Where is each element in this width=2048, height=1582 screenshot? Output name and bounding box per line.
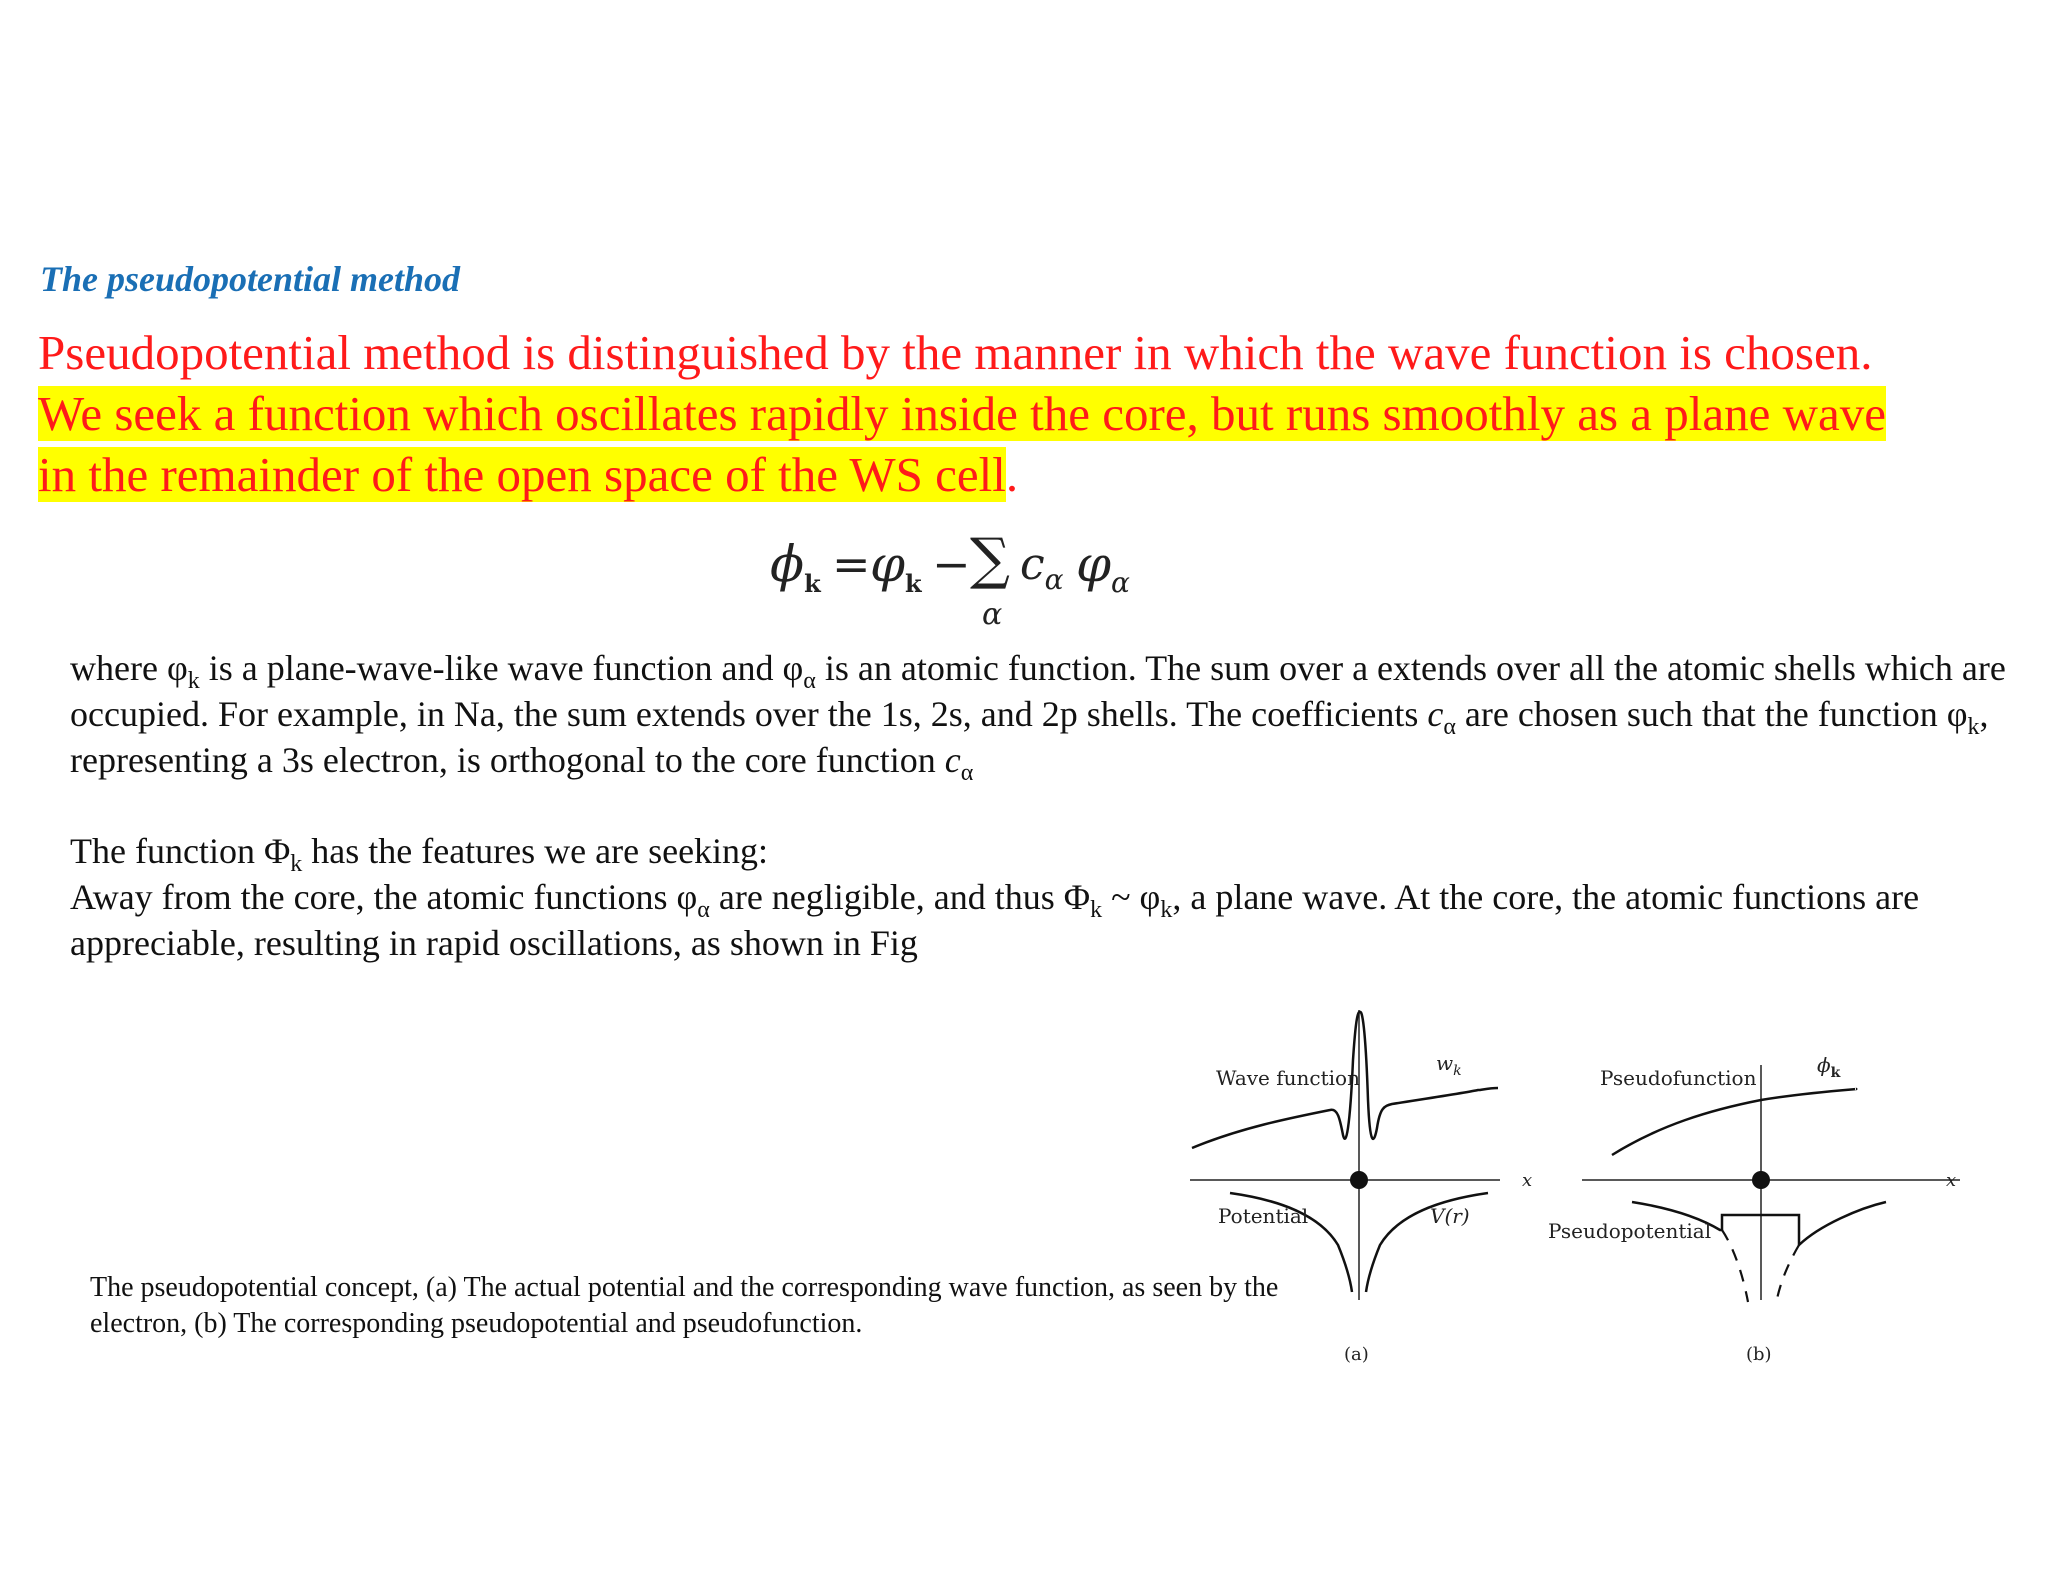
formula-phi: ϕ [770, 535, 805, 593]
p1-text-1: where φ [70, 648, 188, 688]
pseudofunction-label: Pseudofunction [1600, 1066, 1757, 1090]
true-potential-dashed-left [1722, 1230, 1748, 1302]
formula-c: c [1020, 539, 1045, 590]
v-of-r-label: V(r) [1430, 1204, 1470, 1228]
formula-sum: ∑ [970, 527, 1010, 592]
p2-sub-1: k [290, 851, 303, 878]
wave-function-label: Wave function [1216, 1066, 1360, 1090]
formula-varphi-sub: α [1111, 566, 1130, 599]
p2-sub-3: k [1090, 897, 1103, 924]
panel-b [1548, 1053, 1960, 1365]
p1-text-4: are chosen such that the function φ [1455, 694, 1968, 734]
p2-text-6: , a plane wave. At the core, the atomic functions are appreciable, resulting in rapid oscillations, as shown in Fig [70, 877, 1920, 963]
p2-text-3: Away from the core, the atomic functions φ [70, 877, 698, 917]
formula-sub-k-1: k [804, 569, 821, 598]
pseudofunction-curve [1612, 1089, 1856, 1155]
panel-b-label: (b) [1746, 1344, 1772, 1365]
p1-text-2: is a plane-wave-like wave function and φ [199, 648, 804, 688]
p2-sub-2: α [697, 897, 710, 924]
p1-text-5: , representing a 3s electron, is orthogonal to the core function [70, 694, 1989, 780]
formula-equals: = [832, 537, 871, 591]
formula-sub-k-2: k [905, 569, 922, 598]
highlighted-text-line-2: in the remainder of the open space of the WS cell [38, 447, 1006, 502]
highlighted-text-line-1: We seek a function which oscillates rapidly inside the core, but runs smoothly as a plane wave [38, 386, 1887, 441]
figure-caption: The pseudopotential concept, (a) The actual potential and the corresponding wave function, as seen by the electron, (b) The corresponding pseudopotential and pseudofunction. [90, 1272, 1279, 1339]
p2-text-5: ~ φ [1102, 877, 1161, 917]
pseudofunction-equation [770, 527, 1140, 635]
p2-text-2: has the features we are seeking: [302, 831, 769, 871]
p1-sub-2: α [803, 668, 816, 695]
formula-sum-index: α [982, 597, 1003, 632]
formula-minus: − [932, 537, 971, 591]
intro-period: . [1005, 447, 1019, 502]
wave-symbol-a: $w_k$ [1436, 1051, 1462, 1079]
formula-varphi-alpha: φ [1076, 535, 1112, 593]
panel-a-potential-right [1366, 1193, 1488, 1292]
p1-text-3: is an atomic function. The sum over a extends over all the atomic shells which are occupied. For example, in Na, the sum extends over the 1s, 2s, and 2p shells. The coefficients [70, 648, 2006, 734]
panel-a-x-label: x [1522, 1170, 1533, 1191]
p1-coefficient: c [1427, 694, 1444, 734]
pseudopotential-figure [1180, 1000, 1960, 1380]
p1-sub-4: k [1967, 714, 1980, 741]
slide-title: The pseudopotential method [40, 259, 461, 299]
formula-c-sub: α [1044, 562, 1064, 596]
pseudopotential-label: Pseudopotential [1548, 1219, 1712, 1243]
intro-paragraph [38, 322, 2028, 505]
panel-a [1190, 1010, 1532, 1365]
p1-sub-3: α [1443, 714, 1456, 741]
explanation-paragraph-1 [70, 645, 2030, 787]
intro-sentence: Pseudopotential method is distinguished by the manner in which the wave function is chosen. [38, 325, 1873, 380]
p1-sub-5: α [960, 760, 974, 787]
explanation-paragraph-2 [70, 828, 2030, 966]
p2-sub-4: k [1160, 897, 1173, 924]
true-potential-dashed-right [1776, 1245, 1799, 1304]
potential-label: Potential [1218, 1204, 1309, 1228]
panel-a-nucleus [1350, 1171, 1368, 1189]
p2-text-4: are negligible, and thus Φ [709, 877, 1091, 917]
panel-b-x-label: x [1946, 1170, 1957, 1191]
pseudo-symbol-b: $\phi_k$ [1817, 1053, 1841, 1081]
formula-varphi: φ [870, 535, 906, 593]
pseudopotential-diagram [1180, 1000, 1960, 1380]
p1-sub-1: k [187, 668, 200, 695]
p1-core-function: c [944, 740, 961, 780]
p2-text-1: The function Φ [70, 831, 291, 871]
panel-b-nucleus [1752, 1171, 1770, 1189]
panel-a-label: (a) [1344, 1344, 1369, 1365]
